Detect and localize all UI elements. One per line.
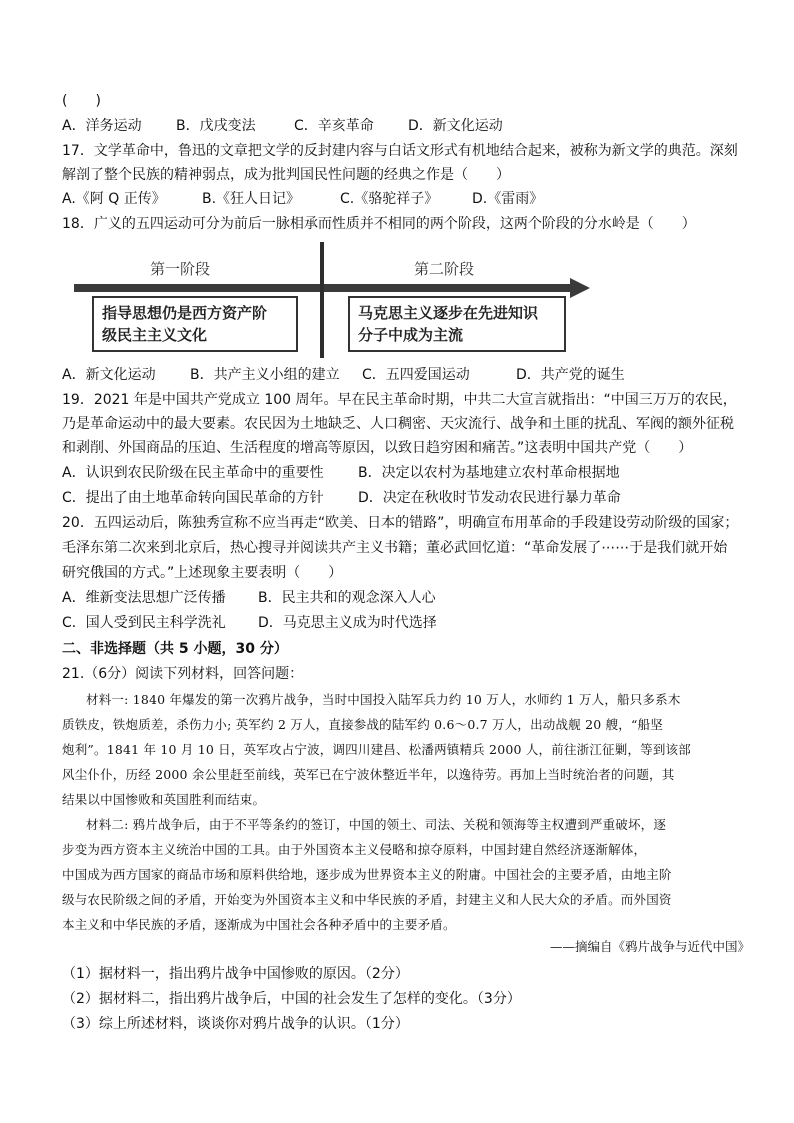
stage-two-box [348,296,566,352]
q19-option-d[interactable]: D．决定在秋收时节发动农民进行暴力革命 [358,490,621,506]
q21-sub-question-2: （2）据材料二，指出鸦片战争后，中国的社会发生了怎样的变化。（3分） [62,991,521,1007]
q20-line-1: 20．五四运动后，陈独秀宣称不应当再走“欧美、日本的错路”，明确宣布用革命的手段建设劳动阶级的国家； [62,515,739,531]
stage-one-box-line-2: 级民主主义文化 [102,326,208,344]
section-2-title: 二、非选择题（共 5 小题，30 分） [62,641,288,657]
q17-option-d[interactable]: D.《雷雨》 [472,191,544,207]
q21-intro: 21.（6分）阅读下列材料，回答问题： [62,666,304,682]
q20-option-b[interactable]: B．民主共和的观念深入人心 [258,590,436,606]
q19-option-a[interactable]: A．认识到农民阶级在民主革命中的重要性 [62,465,324,481]
stage-one-box [92,296,298,352]
q19-option-c[interactable]: C．提出了由土地革命转向国民革命的方针 [62,490,324,506]
q21-material-1-line-2: 质铁皮，铁炮质差，杀伤力小; 英军约 2 万人，直接参战的陆军约 0.6～0.7 万人，出动战舰 20 艘，“船坚 [62,717,663,732]
stage-two-box-line-2: 分子中成为主流 [358,326,464,344]
q20-option-c[interactable]: C．国人受到民主科学洗礼 [62,615,226,631]
stage-one-box-line-1: 指导思想仍是西方资产阶 [102,304,268,322]
q17-line-2: 解剖了整个民族的精神弱点，成为批判国民性问题的经典之作是（ ） [62,167,510,183]
q16-option-a[interactable]: A．洋务运动 [62,118,142,134]
q20-line-3: 研究俄国的方式。”上述现象主要表明（ ） [62,565,343,581]
q21-source-citation: ——摘编自《鸦片战争与近代中国》 [549,939,750,954]
stage-two-box-line-1: 马克思主义逐步在先进知识 [358,304,539,322]
q21-material-1-line-4: 风尘仆仆，历经 2000 余公里赶至前线，英军已在宁波休整近半年，以逸待劳。再加上当时统治者的问题，其 [62,767,675,782]
q19-line-1: 19．2021 年是中国共产党成立 100 周年。早在民主革命时期，中共二大宣言就指出：“中国三万万的农民， [62,392,737,408]
q21-material-2-line-3: 中国成为西方国家的商品市场和原料供给地，逐步成为世界资本主义的附庸。中国社会的主要矛盾，由地主阶 [62,867,672,882]
stage-two-label: 第二阶段 [414,260,475,278]
q19-option-b[interactable]: B．决定以农村为基地建立农村革命根据地 [358,465,620,481]
q21-material-2-line-4: 级与农民阶级之间的矛盾，开始变为外国资本主义和中华民族的矛盾，封建主义和人民大众的矛盾。而外国资 [62,892,672,907]
q17-line-1: 17．文学革命中，鲁迅的文章把文学的反封建内容与白话文形式有机地结合起来，被称为新文学的典范。深刻 [62,143,738,159]
q20-option-a[interactable]: A．维新变法思想广泛传播 [62,590,226,606]
q18-option-b[interactable]: B．共产主义小组的建立 [190,367,340,383]
q21-material-1-line-1: 材料一: 1840 年爆发的第一次鸦片战争，当时中国投入陆军兵力约 10 万人，水师约 1 万人，船只多系木 [86,692,681,707]
q17-option-c[interactable]: C.《骆驼祥子》 [340,191,439,207]
stage-one-label: 第一阶段 [150,260,211,278]
q18-option-d[interactable]: D．共产党的诞生 [516,367,625,383]
q21-material-1-line-3: 炮利”。1841 年 10 月 10 日，英军攻占宁波，调四川建昌、松潘两镇精兵 2000 人，前往浙江征剿，等到该部 [62,742,691,757]
q18-option-a[interactable]: A．新文化运动 [62,367,156,383]
q21-sub-question-3: （3）综上所述材料，谈谈你对鸦片战争的认识。（1分） [62,1016,409,1032]
q16-option-d[interactable]: D．新文化运动 [408,118,503,134]
q16-paren: ( ) [62,93,101,109]
arrow-head-icon [570,278,590,298]
q21-sub-question-1: （1）据材料一，指出鸦片战争中国惨败的原因。（2分） [62,966,409,982]
q20-option-d[interactable]: D．马克思主义成为时代选择 [258,615,437,631]
q19-line-2: 乃是革命运动中的最大要素。农民因为土地缺乏、人口稠密、天灾流行、战争和土匪的扰乱、军阀的额外征税 [62,416,734,432]
q16-option-c[interactable]: C．辛亥革命 [294,118,374,134]
q18-option-c[interactable]: C．五四爱国运动 [362,367,470,383]
q17-option-b[interactable]: B.《狂人日记》 [202,191,301,207]
q18-line-1: 18．广义的五四运动可分为前后一脉相承而性质并不相同的两个阶段，这两个阶段的分水岭是（ ） [62,216,696,232]
stage-divider [320,242,324,358]
q16-option-b[interactable]: B．戊戌变法 [176,118,256,134]
q21-material-2-line-5: 本主义和中华民族的矛盾，逐渐成为中国社会各种矛盾中的主要矛盾。 [62,917,456,932]
q21-material-2-line-1: 材料二: 鸦片战争后，由于不平等条约的签订，中国的领土、司法、关税和领海等主权遭到严重破坏，逐 [86,817,667,832]
q19-line-3: 和剥削、外国商品的压迫、生活程度的增高等原因，以致日趋穷困和痛苦。”这表明中国共产党（ ） [62,440,693,456]
q20-line-2: 毛泽东第二次来到北京后，热心搜寻并阅读共产主义书籍；董必武回忆道：“革命发展了⋯⋯于是我们就开始 [62,540,728,556]
q21-material-1-line-5: 结果以中国惨败和英国胜利而结束。 [62,792,266,807]
q18-stage-diagram [70,242,596,362]
q21-material-2-line-2: 步变为西方资本主义统治中国的工具。由于外国资本主义侵略和掠夺原料，中国封建自然经济逐渐解体， [62,842,647,857]
q17-option-a[interactable]: A.《阿 Q 正传》 [62,191,166,207]
